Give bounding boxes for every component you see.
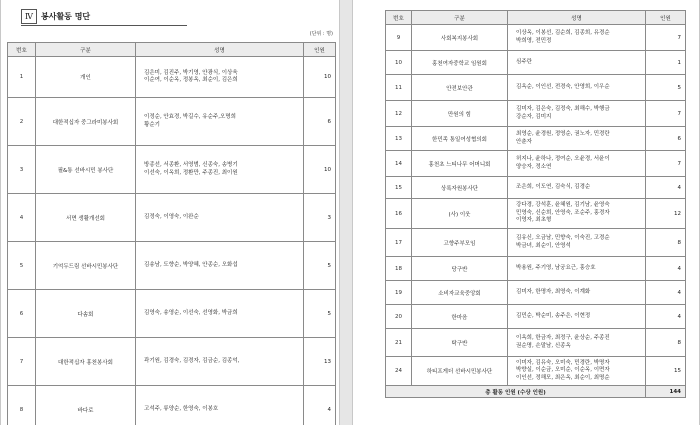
row-names: 박용원, 주기영, 남궁요근, 홍승호 [508, 257, 646, 281]
row-count: 7 [646, 25, 686, 51]
header-no: 번호 [8, 43, 36, 57]
row-group: 대한적십자 중그라미봉사회 [36, 98, 136, 146]
row-names: 김정숙, 이영숙, 이완순 [136, 194, 304, 242]
row-number: 8 [8, 386, 36, 425]
table-row [8, 57, 336, 98]
row-names: 이정순, 안효경, 박길수, 유순주,오명희 황순기 [136, 98, 304, 146]
row-number: 10 [386, 51, 412, 75]
row-group: 사회복지봉사회 [412, 25, 508, 51]
table-row [386, 177, 686, 199]
row-count: 6 [646, 127, 686, 151]
table-row [386, 305, 686, 329]
row-count: 15 [646, 357, 686, 386]
row-number: 18 [386, 257, 412, 281]
row-names: 이미자, 김유숙, 오미숙, 민경란, 박명자 박향실, 이순금, 오미순, 이순옥, 이면자 이인선, 정해모, 최은옥, 최순이, 최명순 [508, 357, 646, 386]
row-names: 방종선, 서종환, 서영범, 신종숙, 송병기 이선숙, 이옥희, 정환만, 주종진, 최이원 [136, 146, 304, 194]
row-group: 상록자원봉사단 [412, 177, 508, 199]
row-names: 강다경, 강석훈, 윤혜원, 김기남, 윤영숙 민영숙, 신순희, 안영숙, 조순주, 홍경자 이영자, 최초형 [508, 199, 646, 229]
volunteer-table-left [7, 42, 336, 425]
row-names: 최영순, 윤경원, 정영순, 권노자, 민경란 안춘자 [508, 127, 646, 151]
table-row [386, 257, 686, 281]
row-count: 4 [304, 386, 336, 425]
row-group: 소비자교육중앙회 [412, 281, 508, 305]
row-group: 홍천여자중학교 임원회 [412, 51, 508, 75]
row-number: 16 [386, 199, 412, 229]
total-label: 총 활동 인원 (수상 인원) [386, 386, 646, 398]
row-names: 김미자, 김은숙, 김정숙, 최해수, 박행금 강순자, 김미지 [508, 101, 646, 127]
row-number: 17 [386, 229, 412, 257]
row-number: 14 [386, 151, 412, 177]
header-group: 구분 [36, 43, 136, 57]
row-number: 2 [8, 98, 36, 146]
row-names: 허지나, 윤하나, 정여순, 오윤경, 서윤이 양승자, 정소연 [508, 151, 646, 177]
row-group: 다솜회 [36, 290, 136, 338]
table-row [386, 75, 686, 101]
row-names: 김미자, 한명자, 최영숙, 이계화 [508, 281, 646, 305]
table-row [386, 127, 686, 151]
header-count: 인원 [646, 11, 686, 25]
row-count: 1 [646, 51, 686, 75]
table-row [386, 281, 686, 305]
row-names: 김유신, 오금남, 민향숙, 이숙진, 고경순 박금녀, 최순이, 안영석 [508, 229, 646, 257]
row-names: 곽기원, 김경숙, 김경자, 김금순, 김종억, [136, 338, 304, 386]
row-number: 24 [386, 357, 412, 386]
row-number: 9 [386, 25, 412, 51]
row-number: 20 [386, 305, 412, 329]
row-group: 한마음 [412, 305, 508, 329]
header-no: 번호 [386, 11, 412, 25]
row-group: 대한적십자 홍천봉사회 [36, 338, 136, 386]
row-count: 12 [646, 199, 686, 229]
header-names: 성명 [136, 43, 304, 57]
volunteer-table-right [385, 10, 686, 398]
row-count: 6 [304, 98, 336, 146]
header-count: 인원 [304, 43, 336, 57]
row-names: 김은미, 김진주, 박기영, 안광식, 이상욱 이순여, 이순옥, 정봉옥, 최순이, 김은희 [136, 57, 304, 98]
section-number: Ⅳ [21, 9, 37, 24]
row-group: 서면 생활개선회 [36, 194, 136, 242]
table-row [386, 329, 686, 357]
row-count: 3 [304, 194, 336, 242]
table-row [8, 98, 336, 146]
row-number: 11 [386, 75, 412, 101]
document-page-left [0, 0, 340, 425]
row-number: 13 [386, 127, 412, 151]
row-names: 김민순, 박순미, 송주은, 이현정 [508, 305, 646, 329]
row-names: 김옥순, 이인선, 전경숙, 안영희, 이우순 [508, 75, 646, 101]
row-count: 7 [646, 151, 686, 177]
row-number: 12 [386, 101, 412, 127]
row-number: 21 [386, 329, 412, 357]
row-number: 3 [8, 146, 36, 194]
table-header-row [8, 43, 336, 57]
row-count: 13 [304, 338, 336, 386]
total-count: 144 [646, 386, 686, 398]
table-row [8, 146, 336, 194]
row-group: 탁구반 [412, 329, 508, 357]
row-count: 5 [304, 242, 336, 290]
row-count: 10 [304, 57, 336, 98]
row-names: 조은희, 이도연, 김숙식, 김경순 [508, 177, 646, 199]
row-group: 만원의 힘 [412, 101, 508, 127]
header-names: 성명 [508, 11, 646, 25]
row-names: 이상옥, 이봉선, 김순희, 김종희, 유경순 박희영, 전민정 [508, 25, 646, 51]
row-group: 홍천초 느티나무 어머니회 [412, 151, 508, 177]
row-count: 4 [646, 281, 686, 305]
row-count: 5 [646, 75, 686, 101]
row-count: 5 [304, 290, 336, 338]
row-group: 하티프게더 선바시민봉사단 [412, 357, 508, 386]
table-row [386, 151, 686, 177]
row-names: 김영숙, 송영순, 이선숙, 선영화, 박금희 [136, 290, 304, 338]
row-count: 4 [646, 257, 686, 281]
row-number: 5 [8, 242, 36, 290]
total-row [386, 386, 686, 398]
unit-note: (단위 : 명) [309, 31, 333, 37]
row-number: 1 [8, 57, 36, 98]
row-group: 기억두드림 선바시민봉사단 [36, 242, 136, 290]
row-group: (사) 이웃 [412, 199, 508, 229]
row-number: 6 [8, 290, 36, 338]
row-count: 8 [646, 329, 686, 357]
row-names: 심주란 [508, 51, 646, 75]
row-count: 8 [646, 229, 686, 257]
row-count: 4 [646, 177, 686, 199]
table-header-row [386, 11, 686, 25]
row-number: 4 [8, 194, 36, 242]
row-names: 김송남, 도향순, 박양혜, 안종순, 오화섭 [136, 242, 304, 290]
row-count: 7 [646, 101, 686, 127]
row-number: 7 [8, 338, 36, 386]
row-count: 4 [646, 305, 686, 329]
row-group: 바다로 [36, 386, 136, 425]
row-group: 한민족 통일여성협의회 [412, 127, 508, 151]
row-group: 당구반 [412, 257, 508, 281]
row-group: 안전보안관 [412, 75, 508, 101]
table-row [386, 357, 686, 386]
row-group: 필&통 선바시민 봉사단 [36, 146, 136, 194]
row-count: 10 [304, 146, 336, 194]
table-row [8, 290, 336, 338]
table-row [8, 338, 336, 386]
row-number: 19 [386, 281, 412, 305]
table-row [8, 242, 336, 290]
row-group: 고향주부모임 [412, 229, 508, 257]
table-row [386, 51, 686, 75]
table-row [8, 386, 336, 425]
section-title [21, 8, 187, 26]
section-title-text: 봉사활동 명단 [41, 12, 91, 21]
header-group: 구분 [412, 11, 508, 25]
row-names: 이옥희, 한금자, 최정구, 윤상순, 주종진 권순명, 손말남, 신종옥 [508, 329, 646, 357]
document-page-right [352, 0, 700, 425]
table-row [386, 25, 686, 51]
table-row [386, 101, 686, 127]
row-number: 15 [386, 177, 412, 199]
table-row [8, 194, 336, 242]
row-group: 개인 [36, 57, 136, 98]
row-names: 고석주, 류양순, 한영숙, 이봉호 [136, 386, 304, 425]
table-row [386, 199, 686, 229]
table-row [386, 229, 686, 257]
